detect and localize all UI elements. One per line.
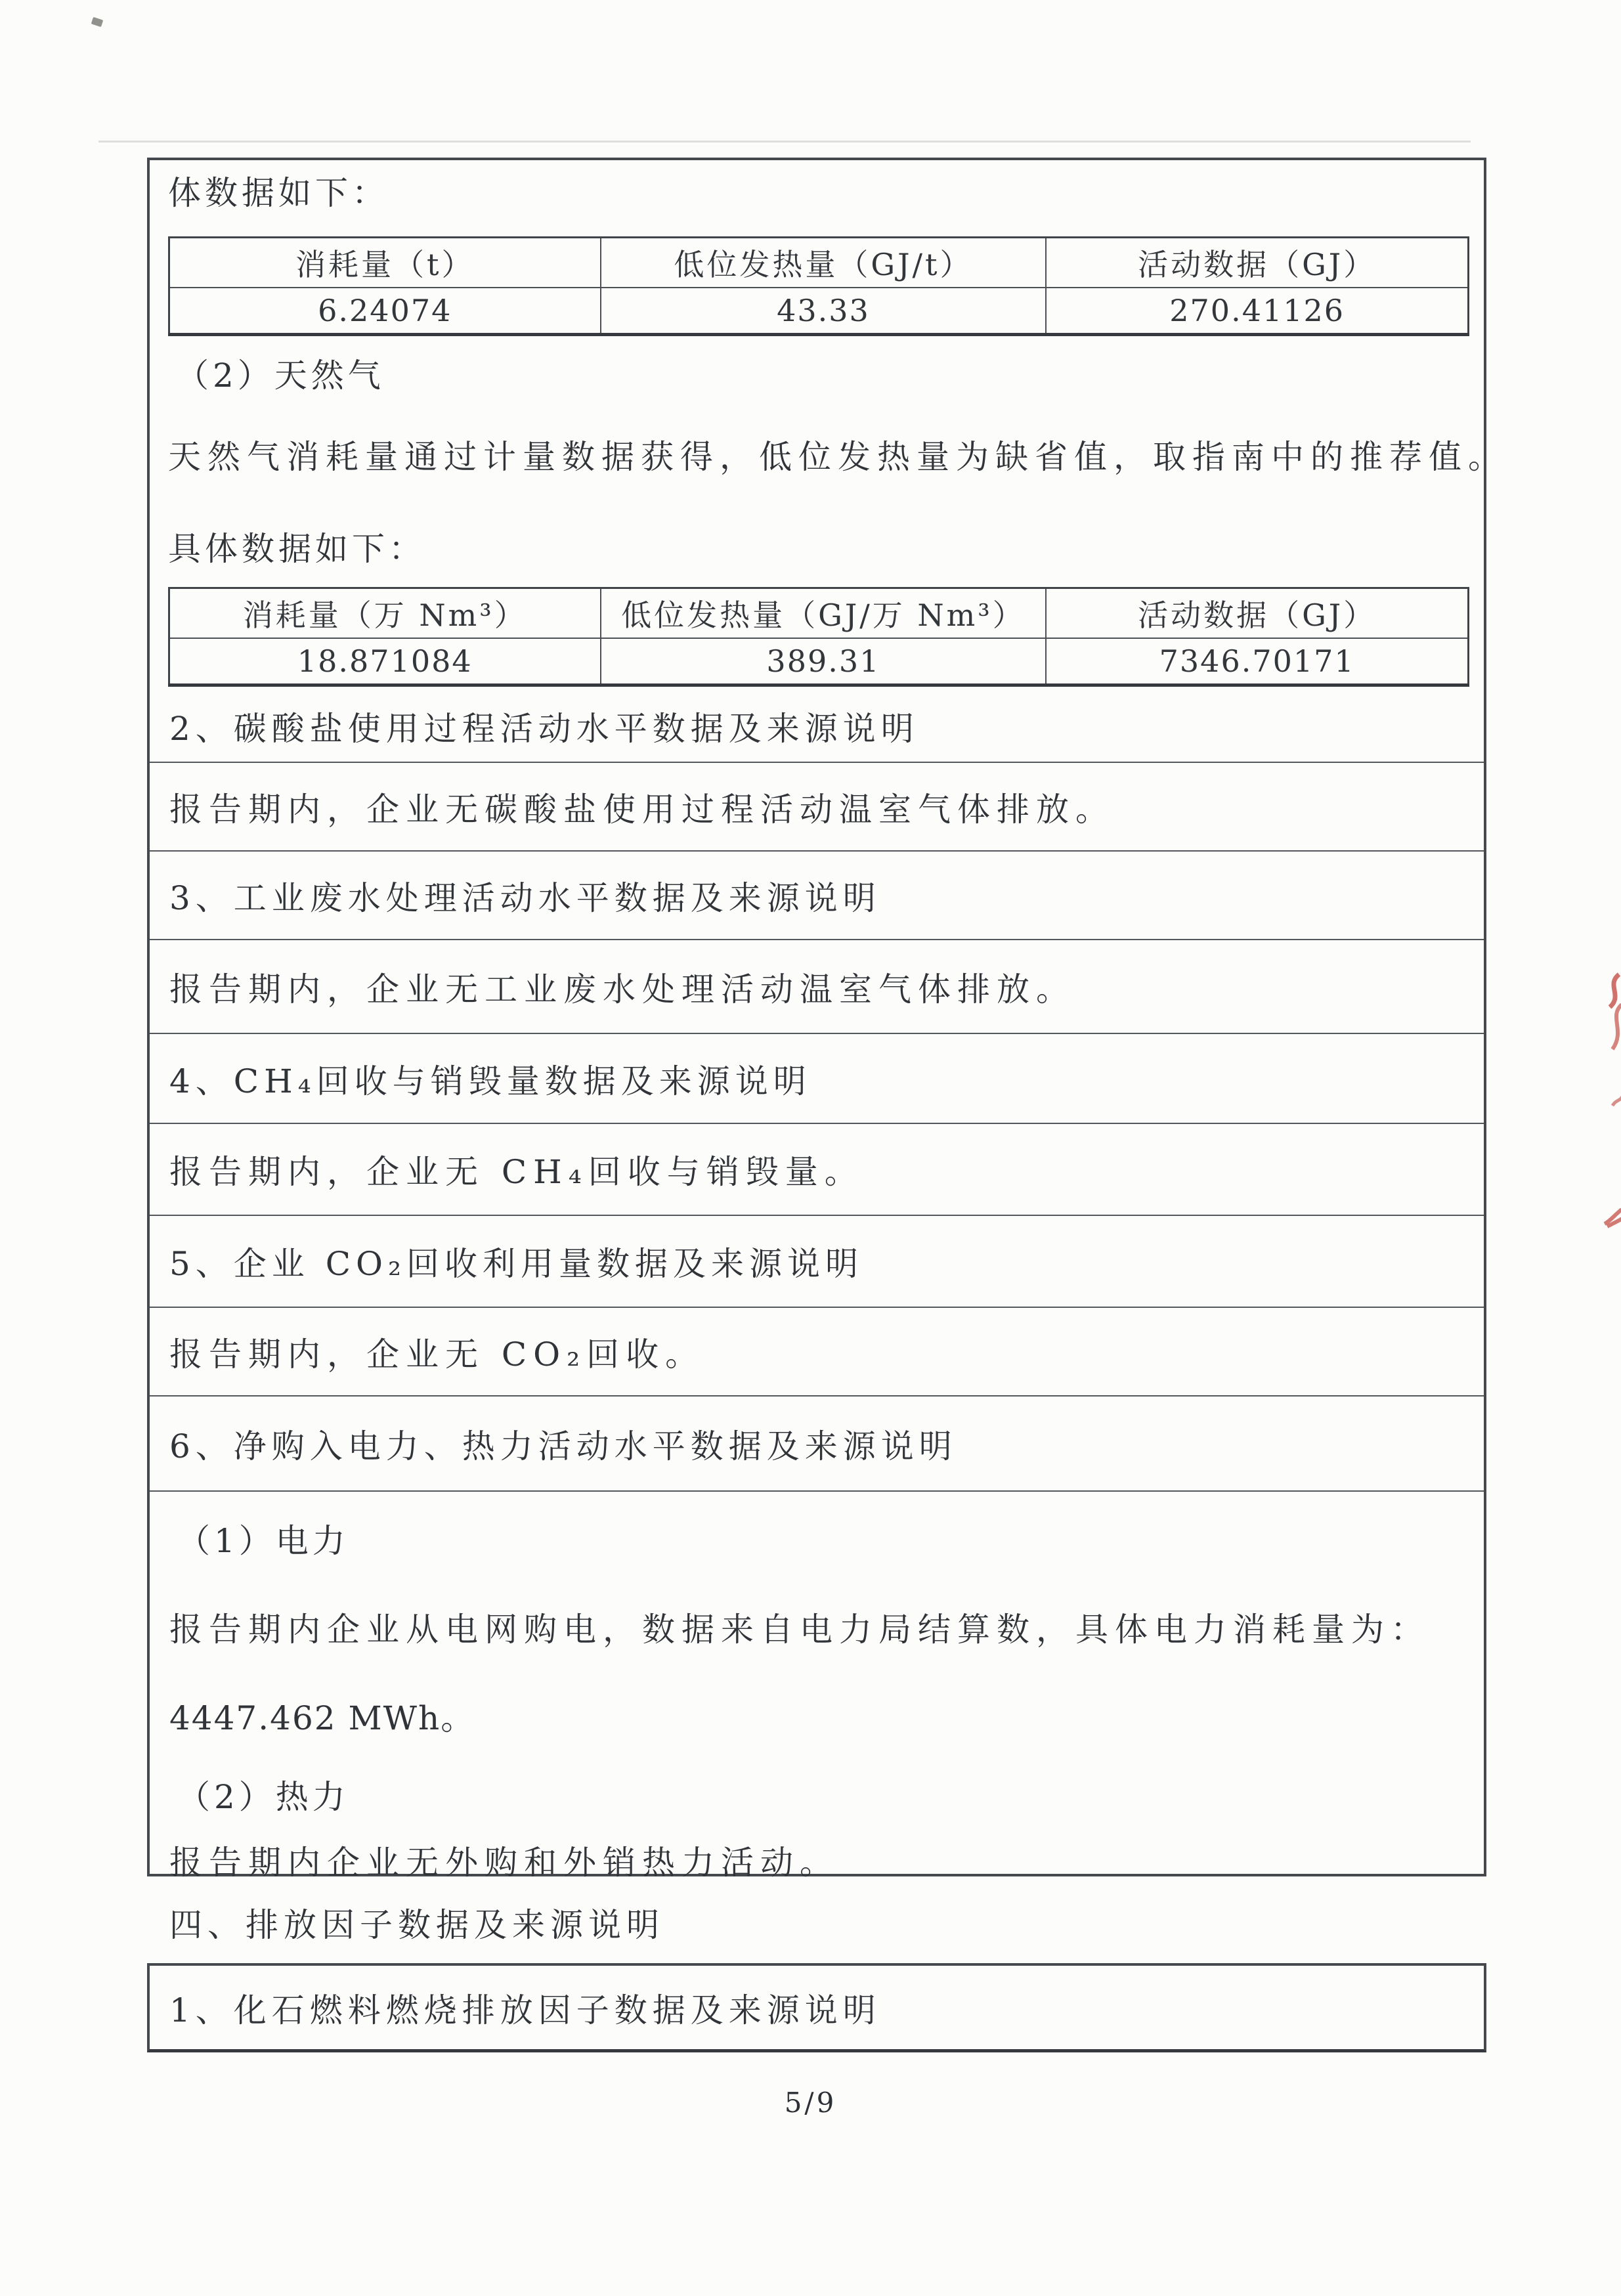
fuel-data-area xyxy=(150,173,1507,691)
power-value: 4447.462 MWh。 xyxy=(169,1699,475,1737)
table-header-cell: 低位发热量（GJ/t） xyxy=(601,238,1047,288)
power-heat-area xyxy=(150,1521,1484,1882)
power-paragraph: 报告期内企业从电网购电，数据来自电力局结算数，具体电力消耗量为： xyxy=(169,1611,1430,1649)
factor-heading: 1、化石燃料燃烧排放因子数据及来源说明 xyxy=(169,1991,881,2029)
section-row-header: 4、CH₄回收与销毁量数据及来源说明 xyxy=(150,1034,1484,1124)
table-value-cell: 6.24074 xyxy=(169,288,601,335)
factor-box xyxy=(147,1963,1486,2052)
intro-text: 体数据如下： xyxy=(168,174,389,212)
table-header-cell: 消耗量（t） xyxy=(169,238,601,288)
natgas-consumption-table xyxy=(168,587,1469,687)
natgas-paragraph: 天然气消耗量通过计量数据获得，低位发热量为缺省值，取指南中的推荐值。 xyxy=(168,438,1507,476)
scan-smudge xyxy=(91,17,104,27)
table-value-cell: 43.33 xyxy=(601,288,1047,335)
section-row-body: 报告期内，企业无 CH₄回收与销毁量。 xyxy=(150,1124,1484,1216)
red-ink-mark xyxy=(1598,970,1621,1053)
natgas-intro: 具体数据如下： xyxy=(168,530,425,568)
main-box xyxy=(147,158,1507,1882)
scan-smudge xyxy=(98,141,1471,142)
table-header-row xyxy=(169,588,1469,639)
red-ink-mark xyxy=(1610,1093,1621,1111)
section-row-header: 3、工业废水处理活动水平数据及来源说明 xyxy=(150,852,1484,940)
table-value-cell: 18.871084 xyxy=(169,638,601,685)
table-value-cell: 389.31 xyxy=(601,638,1047,685)
heat-subheading: （2）热力 xyxy=(177,1778,349,1816)
section-row-body: 报告期内，企业无 CO₂回收。 xyxy=(150,1308,1484,1397)
heat-paragraph: 报告期内企业无外购和外销热力活动。 xyxy=(169,1844,839,1882)
section-row-body: 报告期内，企业无碳酸盐使用过程活动温室气体排放。 xyxy=(150,763,1484,852)
table-header-cell: 低位发热量（GJ/万 Nm³） xyxy=(601,588,1047,639)
table-header-cell: 消耗量（万 Nm³） xyxy=(169,588,601,639)
section-row-header: 5、企业 CO₂回收利用量数据及来源说明 xyxy=(150,1216,1484,1308)
section4-title: 四、排放因子数据及来源说明 xyxy=(169,1906,664,1944)
section-row-body: 报告期内，企业无工业废水处理活动温室气体排放。 xyxy=(150,940,1484,1034)
table-header-cell: 活动数据（GJ） xyxy=(1046,588,1468,639)
section-row-header: 2、碳酸盐使用过程活动水平数据及来源说明 xyxy=(150,691,1484,763)
table-value-cell: 270.41126 xyxy=(1046,288,1468,335)
natgas-heading: （2）天然气 xyxy=(176,357,385,395)
table-value-row xyxy=(169,288,1469,335)
section-row-header: 6、净购入电力、热力活动水平数据及来源说明 xyxy=(150,1397,1484,1492)
page-number: 5/9 xyxy=(784,2087,837,2119)
table-header-cell: 活动数据（GJ） xyxy=(1046,238,1468,288)
table-value-cell: 7346.70171 xyxy=(1046,638,1468,685)
fuel-consumption-table xyxy=(168,236,1469,336)
red-ink-mark xyxy=(1602,1204,1621,1229)
table-header-row xyxy=(169,238,1469,288)
power-subheading: （1）电力 xyxy=(177,1522,349,1560)
table-value-row xyxy=(169,638,1469,685)
